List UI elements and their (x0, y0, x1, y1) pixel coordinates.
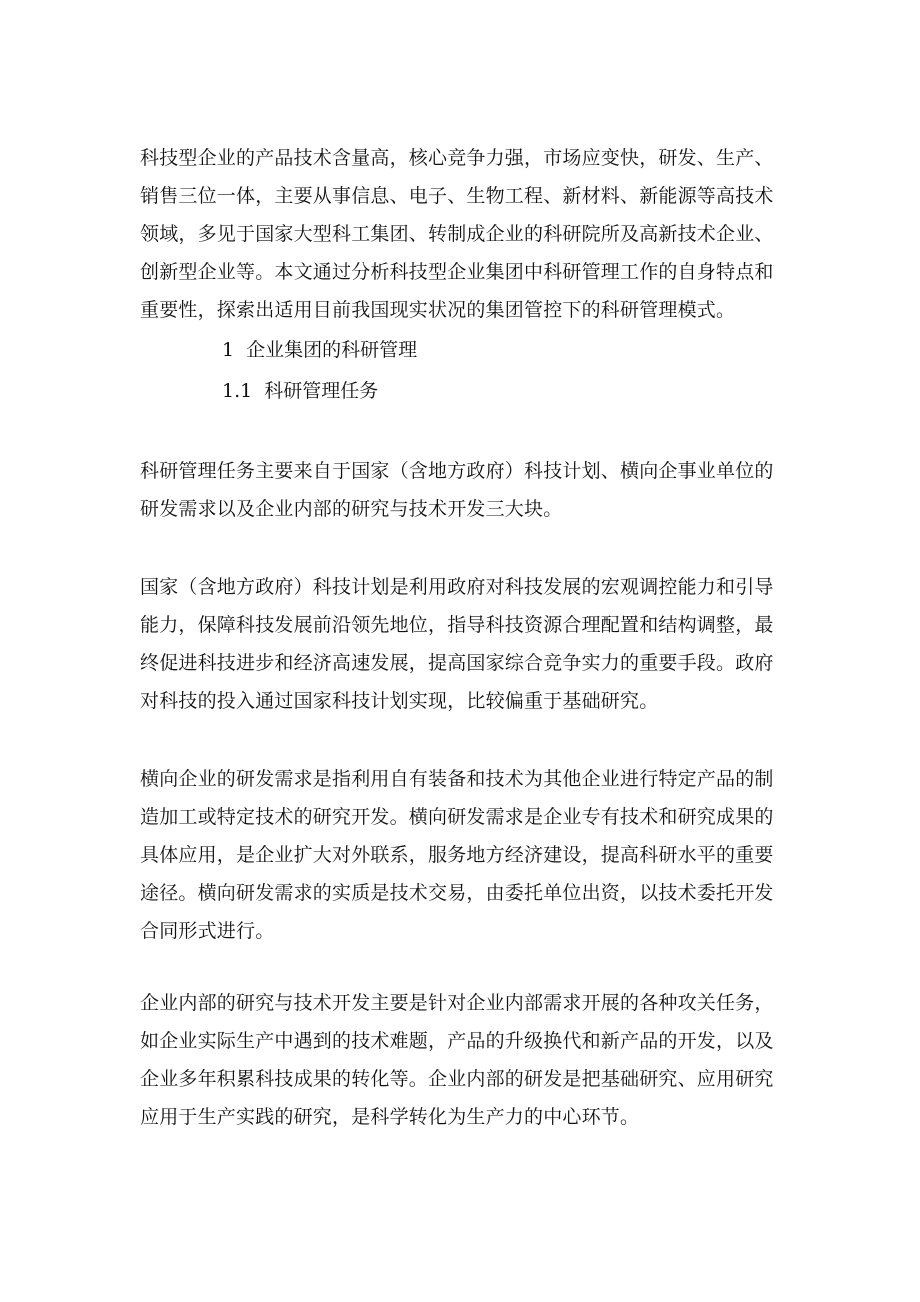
intro-paragraph: 科技型企业的产品技术含量高，核心竞争力强，市场应变快，研发、生产、销售三位一体，主要从事信息、电子、生物工程、新材料、新能源等高技术领域，多见于国家大型科工集团、转制成企业的科研院所及高新技术企业、创新型企业等。本文通过分析科技型企业集团中科研管理工作的自身特点和重要性，探索出适用目前我国现实状况的集团管控下的科研管理模式。 (140, 147, 774, 321)
paragraph-task-sources: 科研管理任务主要来自于国家（含地方政府）科技计划、横向企事业单位的研发需求以及企业内部的研究与技术开发三大块。 (140, 460, 774, 520)
paragraph-national-plan: 国家（含地方政府）科技计划是利用政府对科技发展的宏观调控能力和引导能力，保障科技发展前沿领先地位，指导科技资源合理配置和结构调整，最终促进科技进步和经济高速发展，提高国家综合竞争实力的重要手段。政府对科技的投入通过国家科技计划实现，比较偏重于基础研究。 (140, 576, 774, 712)
paragraph-internal-rd: 企业内部的研究与技术开发主要是针对企业内部需求开展的各种攻关任务，如企业实际生产中遇到的技术难题，产品的升级换代和新产品的开发，以及企业多年积累科技成果的转化等。企业内部的研发是把基础研究、应用研究应用于生产实践的研究，是科学转化为生产力的中心环节。 (140, 992, 774, 1128)
subsection-heading: 1.1 科研管理任务 (222, 380, 379, 402)
section-heading: 1 企业集团的科研管理 (222, 339, 418, 361)
paragraph-horizontal-demand: 横向企业的研发需求是指利用自有装备和技术为其他企业进行特定产品的制造加工或特定技术的研究开发。横向研发需求是企业专有技术和研究成果的具体应用，是企业扩大对外联系，服务地方经济建设，提高科研水平的重要途径。横向研发需求的实质是技术交易，由委托单位出资，以技术委托开发合同形式进行。 (140, 768, 774, 942)
